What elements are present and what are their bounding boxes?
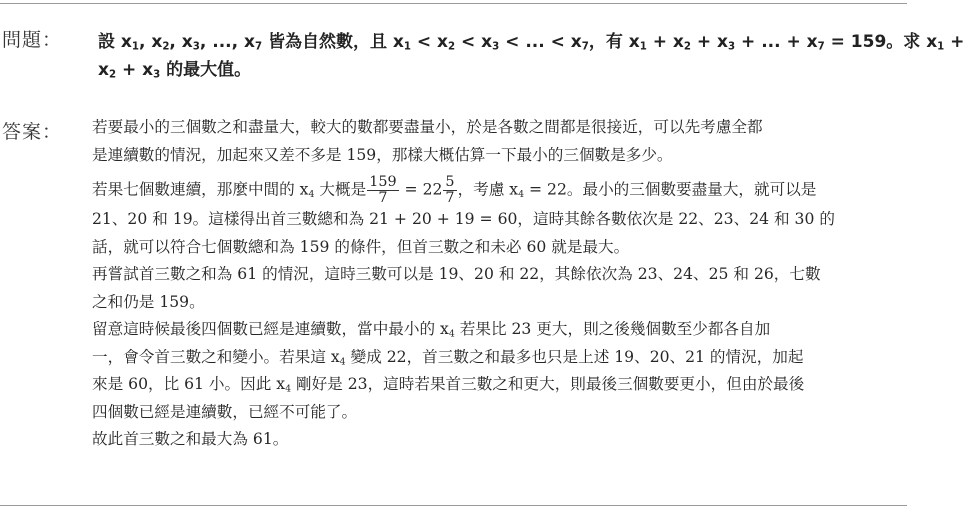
answer-paragraph-1: 若要最小的三個數之和盡量大，較大的數都要盡量小，於是各數之間都是很接近，可以先考慮全都 是連續數的情況，加起來又差不多是 159，那樣大概估算一下最小的三個數是多少。 [92, 118, 763, 164]
question-line-2: $x_2 + x_3$ 的最大值。 [98, 60, 252, 81]
question-label: 問題： [2, 29, 63, 51]
top-rule [0, 3, 907, 4]
question-text [98, 28, 964, 84]
bottom-rule [0, 505, 907, 506]
answer-paragraph-5: 故此首三數之和最大為 61。 [92, 430, 289, 449]
answer-text [92, 114, 902, 454]
answer-paragraph-3: 再嘗試首三數之和為 61 的情況，這時三數可以是 19、20 和 22，其餘依次為 23、24、25 和 26，七數 之和仍是 159。 [92, 265, 821, 311]
answer-paragraph-4: 留意這時候最後四個數已經是連續數，當中最小的 $x_4$ 若果比 23 更大，則之後幾個數至少都各自加 一，會令首三數之和變小。若果這 $x_4$ 變成 22，首三數之和最多也只是上述 19、20、21 的情況，加起 來是 60，比 61 小。因此 $x_4$ 剛好是 23，這時若果首三數之和更大，則最後三個數要更小，但由於最後 四個數已經是連續數，已經不可能了。 [92, 320, 805, 421]
answer-paragraph-2: 若果七個數連續，那麼中間的 $x_4$ 大概是 $\frac{159}{7}$ = 22 $\frac{5}{7}$ ，考慮 $x_4 = 22$。最小的三個數要盡量大，就可以是 21、20 和 19。這樣得出首三數總和為 21 + 20 + 19 = 60，這時其餘各數依次是 22、23、24 和 30 的 話，就可以符合七個數總和為 159 的條件，但首三數之和未必 60 就是最大。 [92, 174, 835, 256]
answer-label: 答案： [2, 121, 63, 143]
question-line-1: 設 $x_1$, $x_2$, $x_3$, ..., $x_7$ 皆為自然數，且 $x_1 < x_2 < x_3$ < ... < $x_7$，有 $x_1 + x_2 + x_3$ + ... + $x_7 = 159$。求 $x_1$ + [98, 32, 964, 53]
fraction-159-over-7: $\frac{159}{7}$ [369, 174, 397, 207]
mixed-fraction-part: $\frac{5}{7}$ [445, 174, 455, 207]
